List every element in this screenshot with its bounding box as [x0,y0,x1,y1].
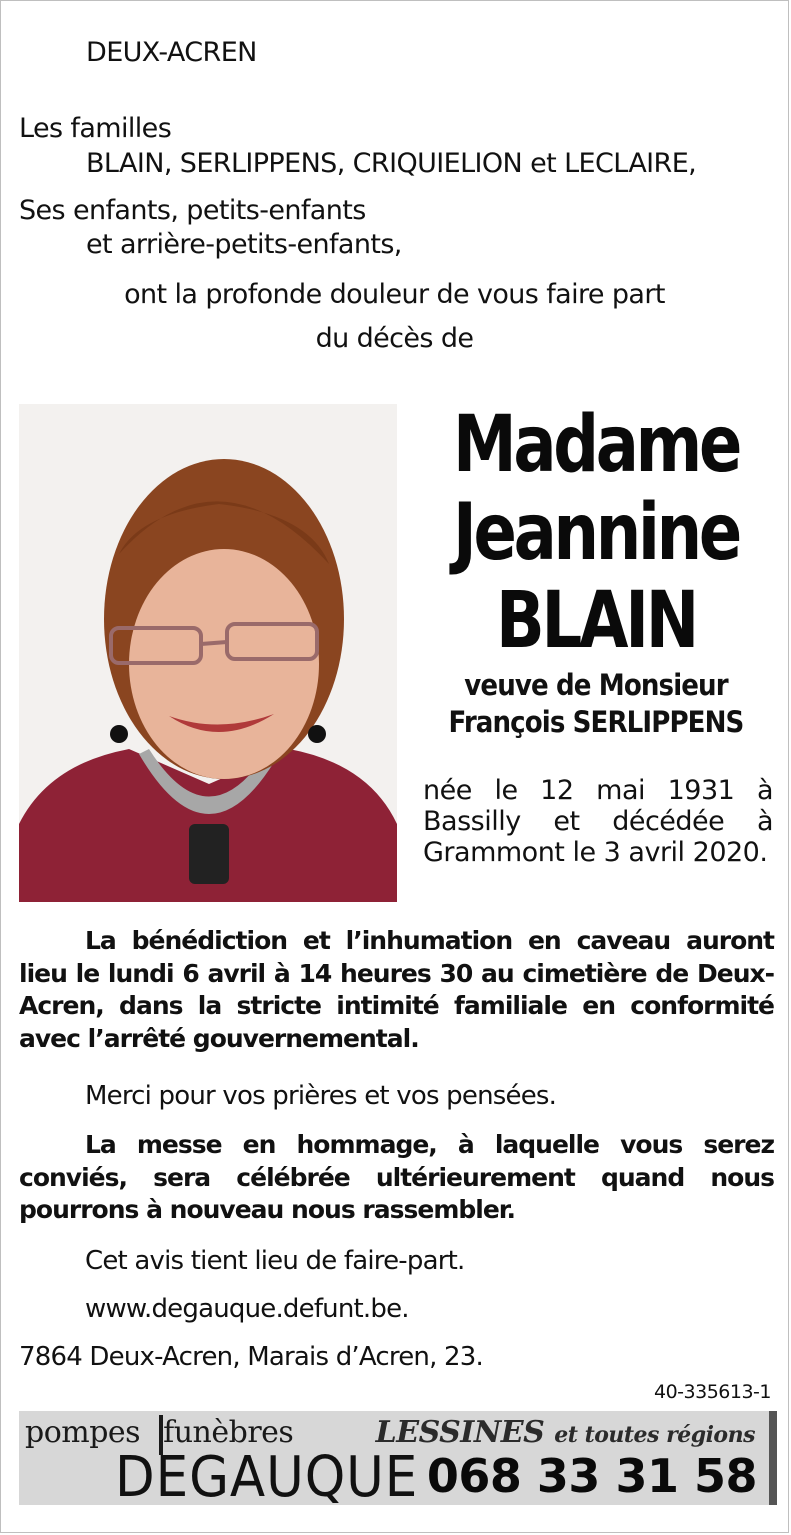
deceased-last-name: BLAIN [496,576,696,666]
phone-number: 068 33 31 58 [426,1449,757,1503]
service-word-2: funèbres [163,1415,294,1450]
widow-line-1: veuve de Monsieur [464,668,728,702]
notice-paragraph: Cet avis tient lieu de faire-part. [85,1246,465,1276]
service-word-1: pompes [25,1415,141,1450]
region-city: LESSINES [375,1415,545,1450]
portrait-photo [19,404,397,902]
location-heading: DEUX-ACREN [86,37,257,68]
ceremony-paragraph: La bénédiction et l’inhumation en caveau auront lieu le lundi 6 avril à 14 heures 30 au cimetière de Deux-Acren, dans la stricte intimité familiale en conformité avec l’arrêté gouvernemental. [19,926,774,1053]
region-rest: et toutes régions [554,1422,755,1448]
reference-number: 40-335613-1 [653,1381,771,1403]
children-line-1: Ses enfants, petits-enfants [19,195,366,226]
banner-shadow [769,1411,777,1505]
widow-line-2: François SERLIPPENS [448,705,744,739]
announce-line-2: du décès de [315,323,474,354]
brand-logo: DEGAUQUE [115,1445,419,1510]
deceased-title: Madame [452,400,740,490]
service-region [376,1415,755,1450]
funeral-home-banner [19,1411,777,1510]
announce-line-1: ont la profonde douleur de vous faire part [124,279,665,310]
website-text: www.degauque.defunt.be. [85,1294,409,1324]
mass-paragraph: La messe en hommage, à laquelle vous serez conviés, sera célébrée ultérieurement quand nous pourrons à nouveau nous rassembler. [19,1130,774,1224]
children-line-2: et arrière-petits-enfants, [86,229,402,260]
families-names: BLAIN, SERLIPPENS, CRIQUIELION et LECLAIRE, [86,148,697,179]
deceased-first-name: Jeannine [452,488,740,578]
address-text: 7864 Deux-Acren, Marais d’Acren, 23. [19,1342,483,1372]
portrait-illustration [19,404,397,902]
thanks-paragraph: Merci pour vos prières et vos pensées. [85,1081,557,1111]
families-label: Les familles [19,113,172,144]
birth-death-text: née le 12 mai 1931 à Bassilly et décédée à Grammont le 3 avril 2020. [423,775,773,868]
